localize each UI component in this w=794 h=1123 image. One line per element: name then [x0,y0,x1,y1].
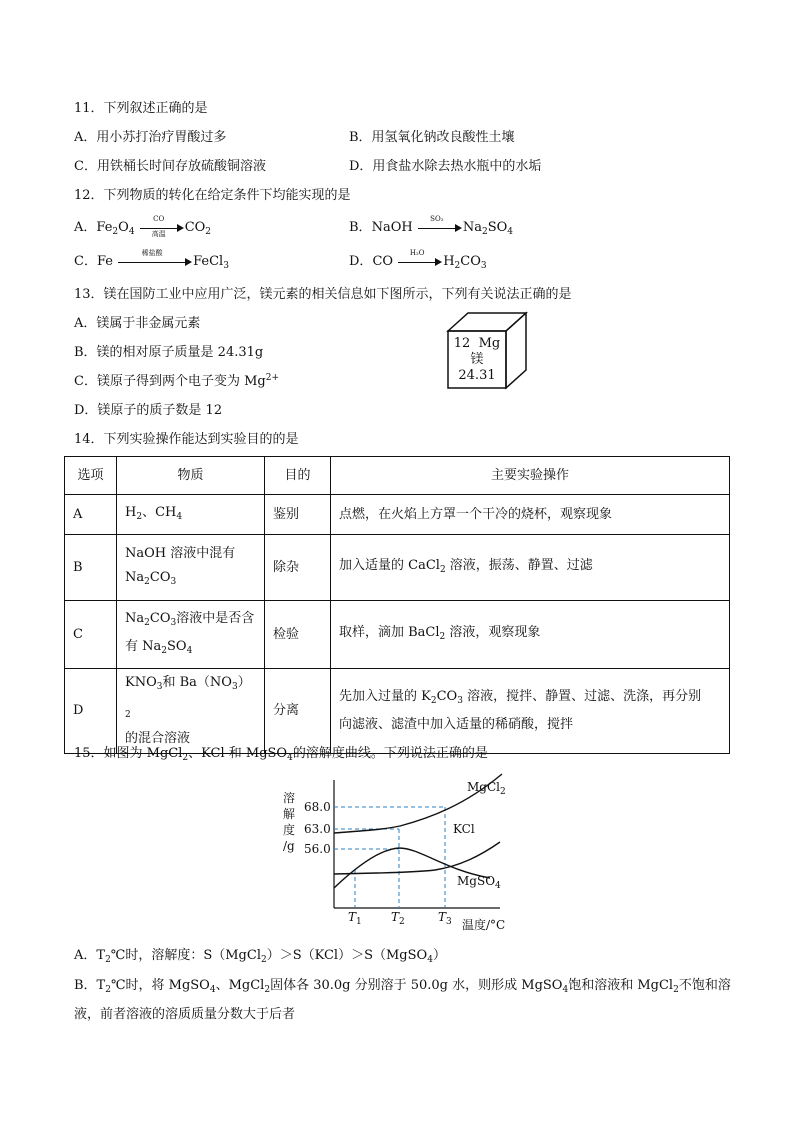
series-line-kcl [334,842,500,874]
q15-option-b: B．$T_2℃$时，将 MgSO$_4$、MgCl$_2$固体各 30.0g 分别溶于 50.0g 水，则形成 MgSO$_4$饱和溶液和 MgCl$_2$不饱和溶 [74,978,731,995]
row-operation: 点燃，在火焰上方罩一个干冷的烧杯，观察现象 [331,495,730,535]
row-option: B [65,535,117,601]
row-operation: 加入适量的 CaCl$_2$ 溶液，振荡、静置、过滤 [331,535,730,601]
reaction-arrow: H₂O [398,255,442,269]
q13-stem: 13．镁在国防工业中应用广泛，镁元素的相关信息如下图所示，下列有关说法正确的是 [74,287,572,302]
chart-ylabel: 溶 解 度 /g [283,791,296,853]
q15-stem: 15．如图为 MgCl$_2$、KCl 和 MgSO$_4$的溶解度曲线。下列说法正确的是 [74,746,488,763]
x-tick-t3: $T_3$ [438,910,452,927]
q13-option-a: A．镁属于非金属元素 [74,316,201,331]
row-purpose: 检验 [265,601,331,669]
q13-option-b: B．镁的相对原子质量是 24.31g [74,345,264,360]
table-row [65,495,730,535]
table-row [65,669,730,754]
legend-mgso4: MgSO$_4$ [457,874,501,891]
table-header [65,457,730,495]
legend-mgcl2: MgCl$_2$ [467,780,506,797]
reaction-arrow: SO₂ [418,221,462,235]
q12-option-a: A．$Fe_2O_4$ CO 高温 $CO_2$ [74,214,212,238]
header-substance: 物质 [117,457,265,495]
row-purpose: 除杂 [265,535,331,601]
header-purpose: 目的 [265,457,331,495]
q11-option-c: C．用铁桶长时间存放硫酸铜溶液 [74,159,266,174]
row-substance: $H_2$、$CH_4$ [117,495,265,535]
q11-option-d: D．用食盐水除去热水瓶中的水垢 [349,159,542,174]
header-operation: 主要实验操作 [331,457,730,495]
q12-stem: 12．下列物质的转化在给定条件下均能实现的是 [74,188,351,203]
legend-kcl: KCl [453,822,475,836]
q13-option-c: C．镁原子得到两个电子变为 $Mg^{2+}$ [74,373,279,389]
row-operation: 先加入过量的 $K_2CO_3$ 溶液，搅拌、静置、过滤、洗涤，再分别 向滤液、滤渣中加入适量的稀硝酸，搅拌 [331,669,730,754]
row-purpose: 分离 [265,669,331,754]
row-operation: 取样，滴加 BaCl$_2$ 溶液，观察现象 [331,601,730,669]
row-purpose: 鉴别 [265,495,331,535]
chart-xlabel: 温度/°C [462,918,506,932]
header-option: 选项 [65,457,117,495]
y-tick-56: 56.0 [304,842,331,856]
row-substance: $Na_2CO_3$溶液中是否含 有 $Na_2SO_4$ [117,601,265,669]
x-tick-t1: $T_1$ [348,910,362,927]
reaction-arrow: 稀盐酸 [118,255,192,269]
row-substance: NaOH 溶液中混有 $Na_2CO_3$ [117,535,265,601]
row-option: C [65,601,117,669]
row-substance: $KNO_3$和 $Ba(NO_3)_2$ 的混合溶液 [117,669,265,754]
y-tick-68: 68.0 [304,800,331,814]
q15-option-a: A．$T_2℃$时，溶解度：S（MgCl$_2$）＞S（KCl）＞S（MgSO$_4$） [74,948,446,965]
q13-option-d: D．镁原子的质子数是 12 [74,403,223,418]
q12-option-d: D．CO H₂O $H_2CO_3$ [349,248,487,271]
table-row [65,535,730,601]
row-option: D [65,669,117,754]
table-row [65,601,730,669]
q15-option-b-cont: 液，前者溶液的溶质质量分数大于后者 [74,1007,296,1022]
experiment-table [64,456,730,754]
element-cell: 12 Mg 镁 24.31 [453,336,501,383]
q11-option-b: B．用氢氧化钠改良酸性土壤 [349,130,515,145]
q12-option-c: C．Fe 稀盐酸 FeCl$_3$ [74,248,229,271]
row-option: A [65,495,117,535]
reaction-arrow: CO 高温 [140,221,184,235]
q12-option-b: B．NaOH SO₂ $Na_2SO_4$ [349,214,514,237]
q11-option-a: A．用小苏打治疗胃酸过多 [74,130,227,145]
y-tick-63: 63.0 [304,822,331,836]
q11-stem: 11．下列叙述正确的是 [74,101,208,116]
q14-stem: 14．下列实验操作能达到实验目的的是 [74,432,299,447]
x-tick-t2: $T_2$ [391,910,405,927]
